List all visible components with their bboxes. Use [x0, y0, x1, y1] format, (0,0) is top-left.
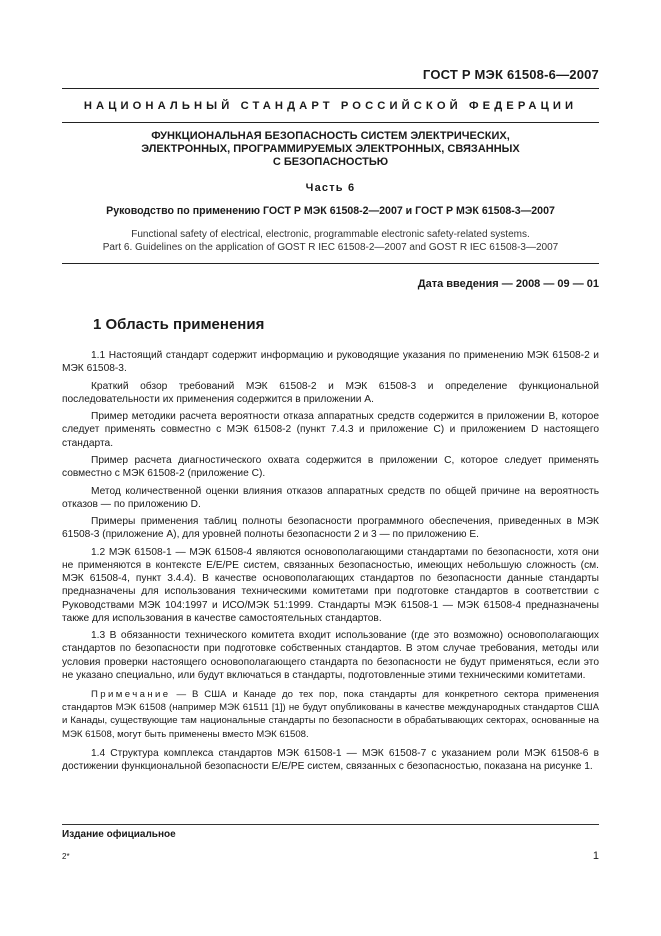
footer-rule: [62, 824, 599, 825]
paragraph: 1.3 В обязанности технического комитета входит использование (где это возможно) основополагающих стандартов по безопасности при подготовке собственных стандартов. В этом случае требования, методы или условия проверки настоящего основополагающего стандарта по безопасности не будут применяться, если это не указано специально, или будут включаться в стандарты, подготовленные этими техническими комитетами.: [62, 630, 599, 681]
title-rule: [62, 122, 599, 123]
part-label: Часть 6: [305, 182, 356, 194]
paragraph: 1.2 МЭК 61508-1 — МЭК 61508-4 являются основополагающими стандартами по безопасности, хотя они не применяются в контексте Е/Е/РЕ систем, связанных безопасностью, имеющих небольшую сложность (см. МЭК 61508-4, пункт 3.4.4). В качестве основополагающих стандартов по безопасности данные стандарты предназначены для использования техническими комитетами при подготовке стандартов в соответствии с Руководствами МЭК 104:1997 и ИСО/МЭК 51:1999. Стандарты МЭК 61508-1 — МЭК 61508-4 предназначены также для использования в качестве самостоятельных стандартов.: [62, 546, 599, 624]
paragraph: 1.1 Настоящий стандарт содержит информацию и руководящие указания по применению МЭК 61508-2 и МЭК 61508-3.: [62, 350, 599, 375]
introduction-date: Дата введения — 2008 — 09 — 01: [417, 278, 599, 290]
divider-rule: [62, 263, 599, 264]
paragraph: Краткий обзор требований МЭК 61508-2 и МЭК 61508-3 и определение функциональной последовательности их применения содержится в приложении А.: [62, 380, 599, 405]
standard-title: [62, 130, 599, 169]
paragraph: Метод количественной оценки влияния отказов аппаратных средств по общей причине на вероятность отказов — по приложению D.: [62, 485, 599, 510]
paragraph: Пример методики расчета вероятности отказа аппаратных средств содержится в приложении В, которое следует применять совместно с МЭК 61508-2 (пункт 7.4.3 и приложение С) и приложением D настоящего стандарта.: [62, 411, 599, 449]
standard-title-line: ФУНКЦИОНАЛЬНАЯ БЕЗОПАСНОСТЬ СИСТЕМ ЭЛЕКТРИЧЕСКИХ,: [151, 130, 510, 142]
page-number: 1: [592, 850, 599, 862]
note-text: — В США и Канаде до тех пор, пока стандарты для конкретного сектора применения стандартов МЭК 61508 (например МЭК 61511 [1]) не будут опубликованы в качестве международных стандартов США и Канады, существующие там национальные стандарты по безопасности в обрабатывающих секторах, основанные на МЭК 61508, могут быть применены вместо МЭК 61508.: [62, 688, 599, 740]
edition-label: Издание официальное: [62, 829, 176, 840]
national-standard-title: НАЦИОНАЛЬНЫЙ СТАНДАРТ РОССИЙСКОЙ ФЕДЕРАЦИИ: [83, 100, 578, 112]
english-title-line: Part 6. Guidelines on the application of GOST R IEC 61508-2—2007 and GOST R IEC 61508-3—2007: [102, 241, 559, 253]
note-label: Примечание: [91, 688, 171, 700]
sheet-mark: 2*: [62, 852, 70, 861]
standard-title-line: ЭЛЕКТРОННЫХ, ПРОГРАММИРУЕМЫХ ЭЛЕКТРОННЫХ, СВЯЗАННЫХ: [141, 143, 520, 155]
paragraph: Примеры применения таблиц полноты безопасности программного обеспечения, приведенных в МЭК 61508-3 (приложение А), для уровней полноты безопасности 2 и 3 — по приложению Е.: [62, 516, 599, 541]
note: [62, 688, 599, 741]
english-title: [62, 229, 599, 254]
paragraph: 1.4 Структура комплекса стандартов МЭК 61508-1 — МЭК 61508-7 с указанием роли МЭК 61508-6 в достижении функциональной безопасности Е/Е/РЕ систем, связанных с безопасностью, показана на рисунке 1.: [62, 747, 599, 772]
paragraph: Пример расчета диагностического охвата содержится в приложении С, которое следует применять совместно с МЭК 61508-2 (приложение С).: [62, 454, 599, 480]
english-title-line: Functional safety of electrical, electronic, programmable electronic safety-related systems.: [131, 229, 530, 240]
guide-title: Руководство по применению ГОСТ Р МЭК 61508-2—2007 и ГОСТ Р МЭК 61508-3—2007: [106, 205, 555, 217]
top-rule: [62, 88, 599, 89]
gost-code: ГОСТ Р МЭК 61508-6—2007: [422, 67, 599, 82]
standard-title-line: С БЕЗОПАСНОСТЬЮ: [272, 156, 389, 168]
section-heading: 1 Область применения: [93, 316, 265, 333]
body-text: [62, 349, 599, 777]
